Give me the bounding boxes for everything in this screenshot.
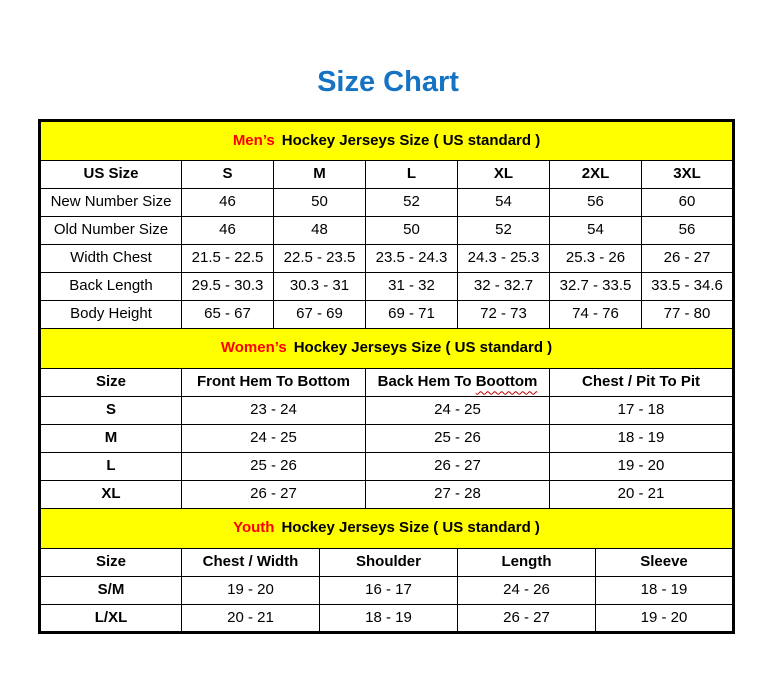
womens-header-back-hem-typo: Boottom <box>475 373 538 391</box>
table-cell: 56 <box>642 217 734 245</box>
table-cell: 74 - 76 <box>550 301 642 329</box>
table-cell: 32.7 - 33.5 <box>550 273 642 301</box>
youth-row-lxl <box>40 605 734 633</box>
table-cell: 27 - 28 <box>366 481 550 509</box>
table-cell: 18 - 19 <box>596 577 734 605</box>
mens-header-xl: XL <box>458 161 550 189</box>
youth-header-chest-width: Chest / Width <box>182 549 320 577</box>
womens-section-band <box>40 329 734 369</box>
table-cell: 48 <box>274 217 366 245</box>
youth-header-row <box>40 549 734 577</box>
table-cell: 72 - 73 <box>458 301 550 329</box>
womens-row-s <box>40 397 734 425</box>
row-label: Back Length <box>40 273 182 301</box>
youth-row-sm <box>40 577 734 605</box>
mens-header-row <box>40 161 734 189</box>
womens-header-back-hem <box>366 369 550 397</box>
table-cell: 26 - 27 <box>642 245 734 273</box>
table-cell: 20 - 21 <box>550 481 734 509</box>
table-cell: 25 - 26 <box>366 425 550 453</box>
table-cell: 18 - 19 <box>320 605 458 633</box>
table-cell: 69 - 71 <box>366 301 458 329</box>
table-cell: 26 - 27 <box>366 453 550 481</box>
table-cell: 52 <box>366 189 458 217</box>
row-label: S <box>40 397 182 425</box>
table-cell: 26 - 27 <box>182 481 366 509</box>
mens-header-m: M <box>274 161 366 189</box>
womens-band-row <box>40 329 734 369</box>
size-chart-container <box>38 119 734 634</box>
womens-header-size: Size <box>40 369 182 397</box>
youth-band-text: Hockey Jerseys Size ( US standard ) <box>281 519 540 537</box>
size-chart-table <box>38 119 735 634</box>
womens-row-l <box>40 453 734 481</box>
row-label: Old Number Size <box>40 217 182 245</box>
mens-header-l: L <box>366 161 458 189</box>
mens-row-new-number-size <box>40 189 734 217</box>
table-cell: 77 - 80 <box>642 301 734 329</box>
mens-row-back-length <box>40 273 734 301</box>
table-cell: 32 - 32.7 <box>458 273 550 301</box>
table-cell: 20 - 21 <box>182 605 320 633</box>
table-cell: 33.5 - 34.6 <box>642 273 734 301</box>
table-cell: 24.3 - 25.3 <box>458 245 550 273</box>
mens-row-body-height <box>40 301 734 329</box>
youth-band-highlight: Youth <box>233 519 275 537</box>
table-cell: 16 - 17 <box>320 577 458 605</box>
table-cell: 19 - 20 <box>182 577 320 605</box>
youth-header-size: Size <box>40 549 182 577</box>
table-cell: 19 - 20 <box>596 605 734 633</box>
youth-header-length: Length <box>458 549 596 577</box>
row-label: S/M <box>40 577 182 605</box>
table-cell: 29.5 - 30.3 <box>182 273 274 301</box>
row-label: Body Height <box>40 301 182 329</box>
row-label: Width Chest <box>40 245 182 273</box>
row-label: L/XL <box>40 605 182 633</box>
mens-band-highlight: Men’s <box>232 131 275 149</box>
mens-section-band <box>40 121 734 161</box>
table-cell: 54 <box>550 217 642 245</box>
table-cell: 17 - 18 <box>550 397 734 425</box>
table-cell: 46 <box>182 217 274 245</box>
table-cell: 25 - 26 <box>182 453 366 481</box>
table-cell: 24 - 25 <box>366 397 550 425</box>
table-cell: 67 - 69 <box>274 301 366 329</box>
table-cell: 60 <box>642 189 734 217</box>
table-cell: 54 <box>458 189 550 217</box>
mens-band-text: Hockey Jerseys Size ( US standard ) <box>281 131 541 149</box>
mens-row-width-chest <box>40 245 734 273</box>
mens-header-us-size: US Size <box>40 161 182 189</box>
table-cell: 25.3 - 26 <box>550 245 642 273</box>
mens-header-2xl: 2XL <box>550 161 642 189</box>
table-cell: 23.5 - 24.3 <box>366 245 458 273</box>
table-cell: 26 - 27 <box>458 605 596 633</box>
table-cell: 31 - 32 <box>366 273 458 301</box>
womens-band-text: Hockey Jerseys Size ( US standard ) <box>293 339 553 357</box>
womens-row-xl <box>40 481 734 509</box>
mens-header-3xl: 3XL <box>642 161 734 189</box>
table-cell: 24 - 26 <box>458 577 596 605</box>
youth-band-row <box>40 509 734 549</box>
womens-header-row <box>40 369 734 397</box>
youth-section-band <box>40 509 734 549</box>
table-cell: 30.3 - 31 <box>274 273 366 301</box>
table-cell: 56 <box>550 189 642 217</box>
row-label: M <box>40 425 182 453</box>
page-title: Size Chart <box>317 66 459 98</box>
table-cell: 18 - 19 <box>550 425 734 453</box>
womens-header-back-hem-prefix: Back Hem To <box>377 373 472 391</box>
womens-row-m <box>40 425 734 453</box>
womens-header-front-hem: Front Hem To Bottom <box>182 369 366 397</box>
table-cell: 65 - 67 <box>182 301 274 329</box>
womens-band-highlight: Women’s <box>220 339 287 357</box>
mens-row-old-number-size <box>40 217 734 245</box>
table-cell: 22.5 - 23.5 <box>274 245 366 273</box>
table-cell: 46 <box>182 189 274 217</box>
row-label: L <box>40 453 182 481</box>
row-label: New Number Size <box>40 189 182 217</box>
row-label: XL <box>40 481 182 509</box>
table-cell: 52 <box>458 217 550 245</box>
mens-header-s: S <box>182 161 274 189</box>
womens-header-chest: Chest / Pit To Pit <box>550 369 734 397</box>
youth-header-shoulder: Shoulder <box>320 549 458 577</box>
mens-band-row <box>40 121 734 161</box>
table-cell: 24 - 25 <box>182 425 366 453</box>
table-cell: 21.5 - 22.5 <box>182 245 274 273</box>
youth-header-sleeve: Sleeve <box>596 549 734 577</box>
table-cell: 19 - 20 <box>550 453 734 481</box>
table-cell: 23 - 24 <box>182 397 366 425</box>
table-cell: 50 <box>366 217 458 245</box>
table-cell: 50 <box>274 189 366 217</box>
